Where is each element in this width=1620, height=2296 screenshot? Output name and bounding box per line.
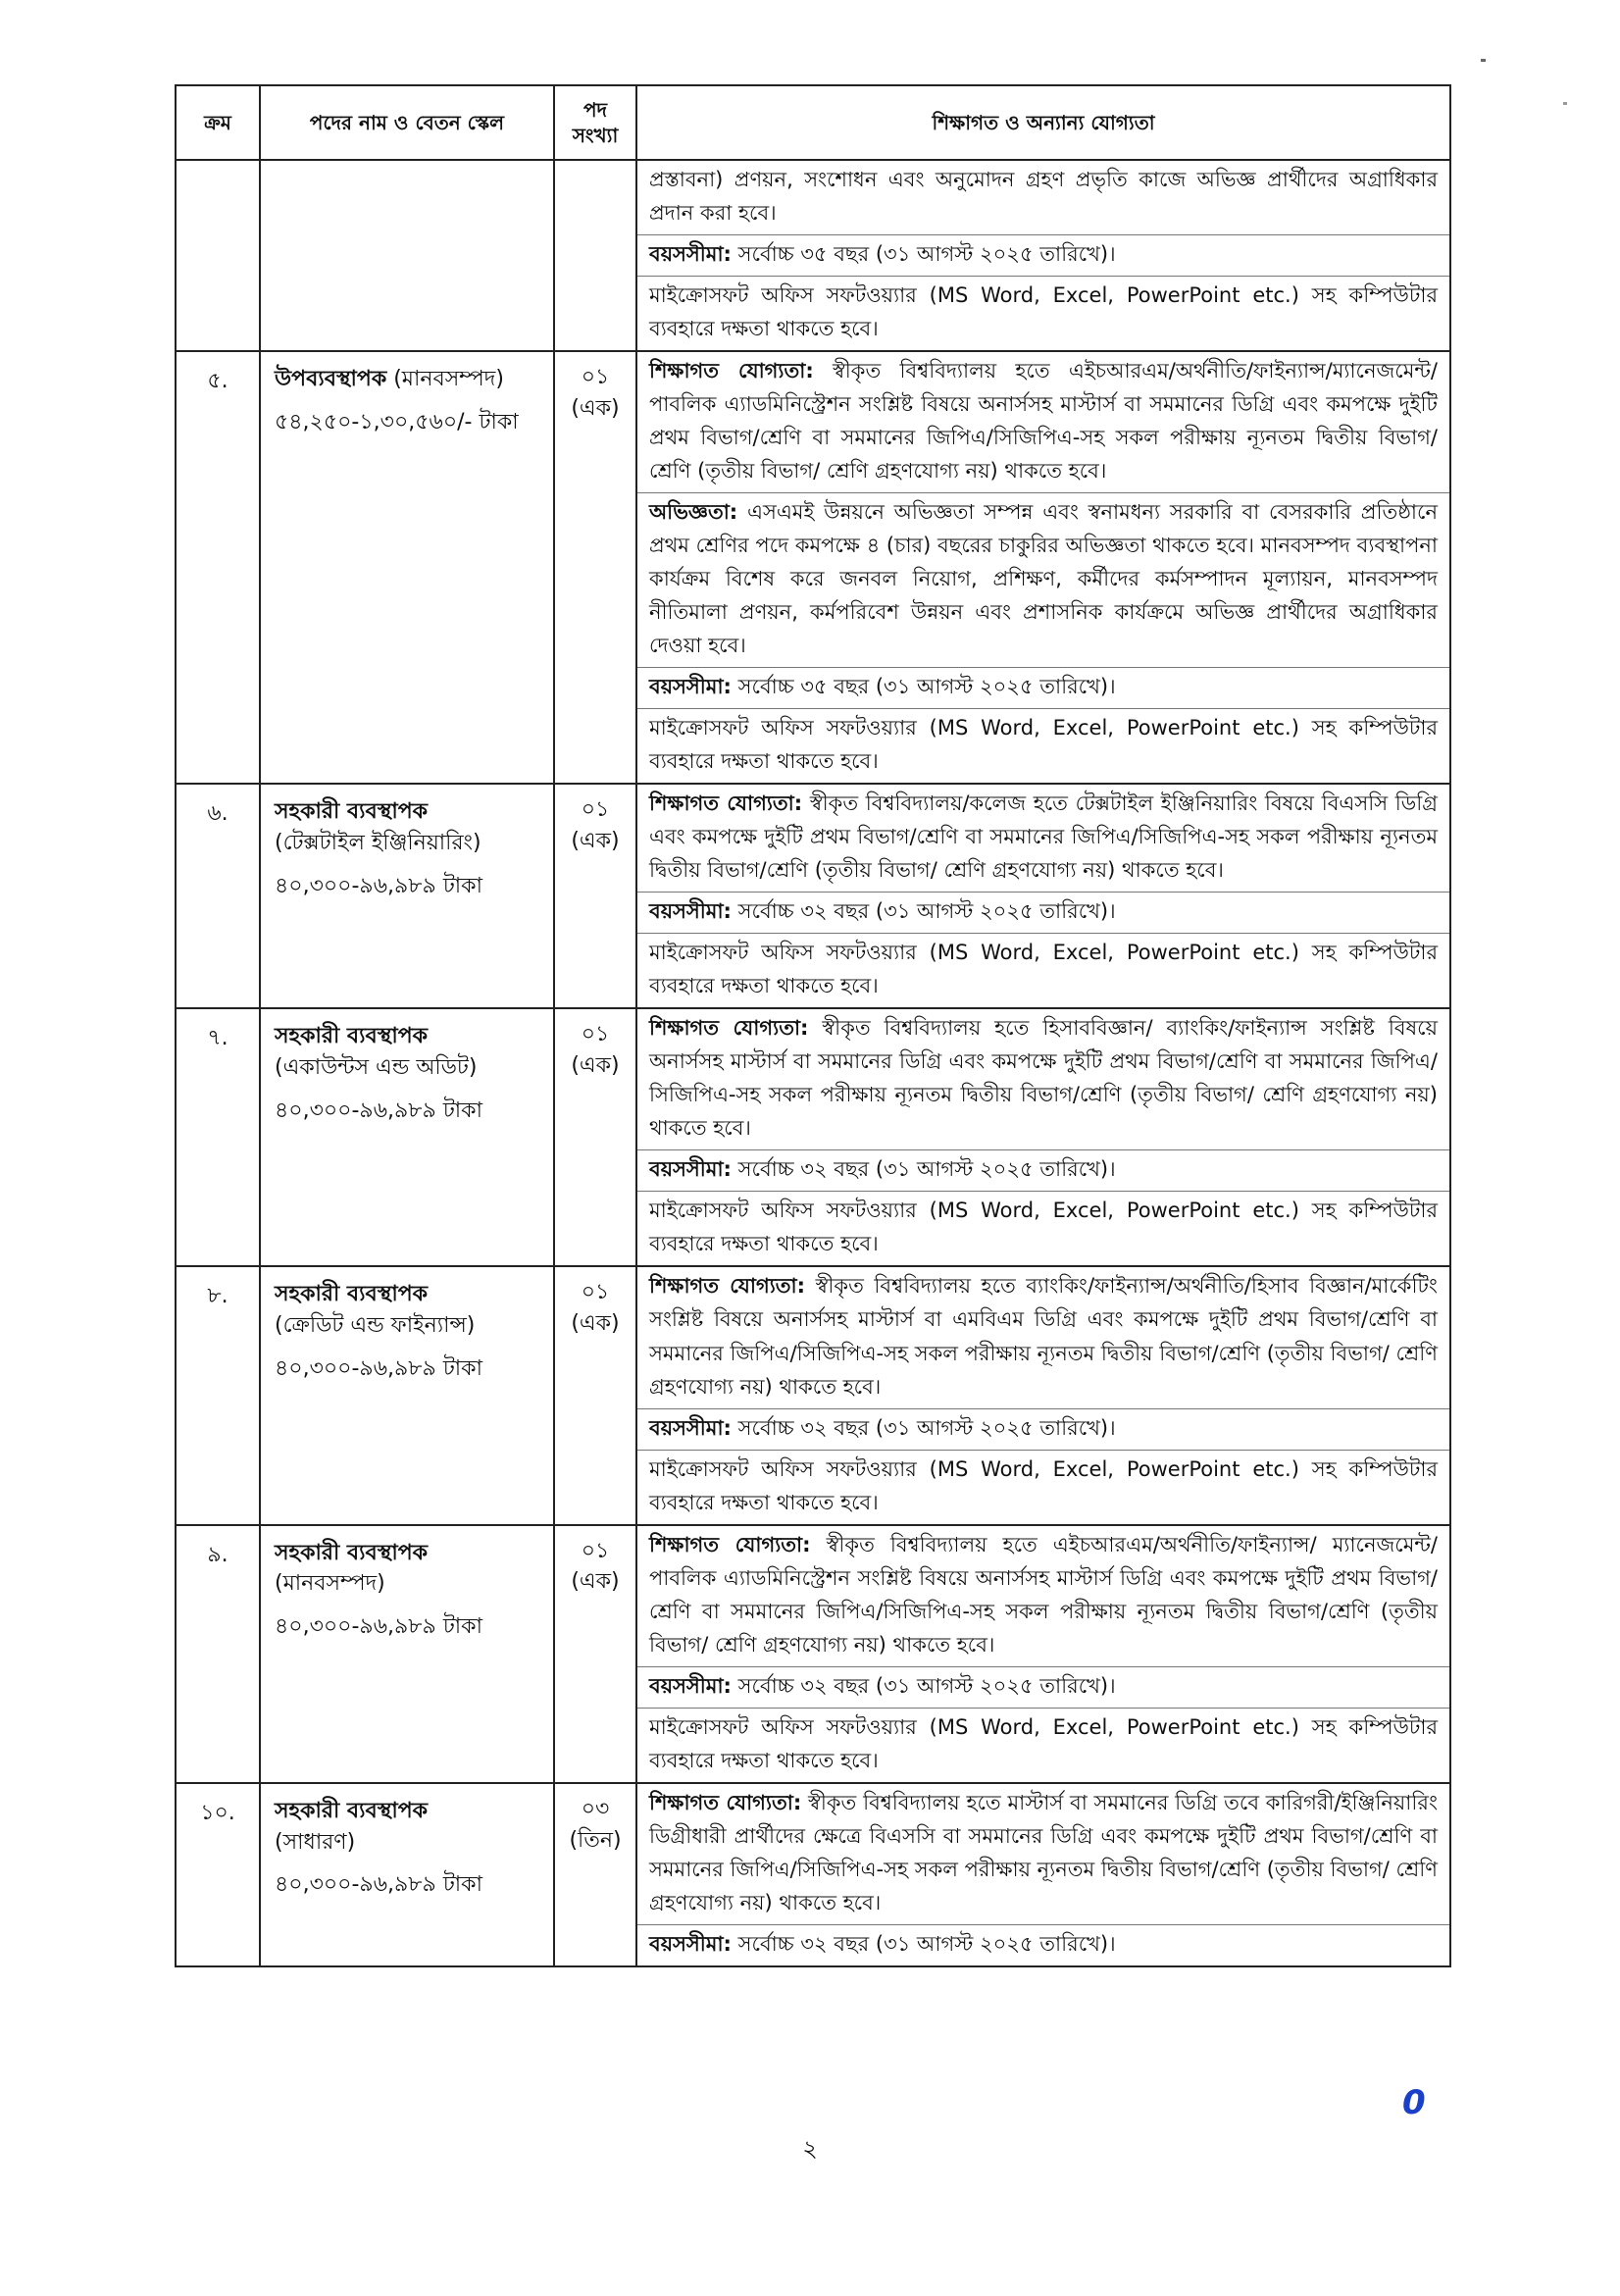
post-name: উপব্যবস্থাপক [275, 367, 387, 392]
requirement-label: অভিজ্ঞতা: [649, 500, 738, 525]
post-subtitle: (মানবসম্পদ) [275, 1571, 385, 1597]
count-cell [554, 1783, 636, 1966]
post-cell [260, 1783, 554, 1966]
requirement-text: সর্বোচ্চ ৩৫ বছর (৩১ আগস্ট ২০২৫ তারিখে)। [731, 675, 1116, 699]
table-header-row [176, 85, 1450, 160]
age-text: সর্বোচ্চ ৩৫ বছর (৩১ আগস্ট ২০২৫ তারিখে)। [731, 242, 1116, 267]
requirement-label: বয়সসীমা: [649, 1157, 732, 1182]
post-count-word: (এক) [571, 395, 620, 421]
post-count-word: (তিন) [569, 1827, 622, 1853]
requirement-paragraph [637, 493, 1449, 668]
post-subtitle: (মানবসম্পদ) [393, 367, 504, 392]
requirement-paragraph [637, 1925, 1449, 1965]
pay-scale: ৫৪,২৫০-১,৩০,৫৬০/- টাকা [275, 409, 519, 434]
count-cell [554, 160, 636, 351]
requirement-label: বয়সসীমা: [649, 675, 732, 699]
requirement-paragraph [637, 1267, 1449, 1408]
header-requirements: শিক্ষাগত ও অন্যান্য যোগ্যতা [636, 85, 1450, 160]
requirement-paragraph [637, 235, 1449, 277]
requirement-paragraph [637, 709, 1449, 783]
requirement-paragraph [637, 1192, 1449, 1265]
table-row [176, 351, 1450, 784]
page-number: ২ [802, 2135, 818, 2163]
requirement-paragraph [637, 1150, 1449, 1192]
requirements-cell [636, 1525, 1450, 1783]
post-subtitle: (ক্রেডিট এন্ড ফাইন্যান্স) [275, 1313, 476, 1339]
post-name: সহকারী ব্যবস্থাপক [275, 1024, 429, 1049]
requirement-paragraph [637, 1009, 1449, 1150]
count-cell [554, 1008, 636, 1266]
table-row [176, 1008, 1450, 1266]
continued-row [176, 160, 1450, 351]
age-label: বয়সসীমা: [649, 242, 732, 267]
requirement-paragraph [637, 668, 1449, 709]
requirement-label: শিক্ষাগত যোগ্যতা: [649, 1016, 809, 1041]
scan-speck [1563, 102, 1567, 105]
requirement-text: স্বীকৃত বিশ্ববিদ্যালয় হতে মাস্টার্স বা সমমানের ডিগ্রি তবে কারিগরী/ইঞ্জিনিয়ারিং ডিগ্রীধারী প্রার্থীদের ক্ষেত্রে বিএসসি বা সমমানের ডিগ্রি এবং কমপক্ষে দুইটি প্রথম বিভাগ/শ্রেণি বা সমমানের জিপিএ/সিজিপিএ-সহ সকল পরীক্ষায় ন্যূনতম দ্বিতীয় বিভাগ/শ্রেণি (তৃতীয় বিভাগ/ শ্রেণি গ্রহণযোগ্য নয়) থাকতে হবে। [649, 1790, 1438, 1914]
post-name: সহকারী ব্যবস্থাপক [275, 1798, 429, 1823]
requirements-cell [636, 351, 1450, 784]
requirement-text: সর্বোচ্চ ৩২ বছর (৩১ আগস্ট ২০২৫ তারিখে)। [731, 899, 1116, 924]
requirement-paragraph [637, 934, 1449, 1007]
requirement-paragraph [637, 1409, 1449, 1451]
pay-scale: ৪০,৩০০-৯৬,৯৮৯ টাকা [275, 874, 482, 899]
header-serial: ক্রম [176, 85, 260, 160]
requirement-paragraph [637, 352, 1449, 493]
post-cell [260, 784, 554, 1008]
count-cell [554, 1266, 636, 1524]
requirement-text: এসএমই উন্নয়নে অভিজ্ঞতা সম্পন্ন এবং স্বনামধন্য সরকারি বা বেসরকারি প্রতিষ্ঠানে প্রথম শ্রেণির পদে কমপক্ষে ৪ (চার) বছরের চাকুরির অভিজ্ঞতা থাকতে হবে। মানবসম্পদ ব্যবস্থাপনা কার্যক্রম বিশেষ করে জনবল নিয়োগ, প্রশিক্ষণ, কর্মীদের কর্মসম্পাদন মূল্যায়ন, মানবসম্পদ নীতিমালা প্রণয়ন, কর্মপরিবেশ উন্নয়ন এবং প্রশাসনিক কার্যক্রমে অভিজ্ঞ প্রার্থীদের অগ্রাধিকার দেওয়া হবে। [649, 500, 1438, 658]
serial-cell: ৮. [176, 1266, 260, 1524]
requirement-text: স্বীকৃত বিশ্ববিদ্যালয় হতে এইচআরএম/অর্থনীতি/ফাইন্যান্স/ম্যানেজমেন্ট/পাবলিক এ্যাডমিনিস্ট্রেশন সংশ্লিষ্ট বিষয়ে অনার্সসহ মাস্টার্স বা সমমানের ডিগ্রি এবং কমপক্ষে দুইটি প্রথম বিভাগ/শ্রেণি বা সমমানের জিপিএ/সিজিপিএ-সহ সকল পরীক্ষায় ন্যূনতম দ্বিতীয় বিভাগ/শ্রেণি (তৃতীয় বিভাগ/ শ্রেণি গ্রহণযোগ্য নয়) থাকতে হবে। [649, 359, 1438, 484]
header-post: পদের নাম ও বেতন স্কেল [260, 85, 554, 160]
requirement-text: স্বীকৃত বিশ্ববিদ্যালয় হতে হিসাববিজ্ঞান/ ব্যাংকিং/ফাইন্যান্স সংশ্লিষ্ট বিষয়ে অনার্সসহ মাস্টার্স বা সমমানের ডিগ্রি এবং কমপক্ষে দুইটি প্রথম বিভাগ/শ্রেণি বা সমমানের জিপিএ/সিজিপিএ-সহ সকল পরীক্ষায় ন্যূনতম দ্বিতীয় বিভাগ/শ্রেণি (তৃতীয় বিভাগ/ শ্রেণি গ্রহণযোগ্য নয়) থাকতে হবে। [649, 1016, 1438, 1141]
requirement-text: মাইক্রোসফট অফিস সফটওয়্যার (MS Word, Excel, PowerPoint etc.) সহ কম্পিউটার ব্যবহারে দক্ষতা থাকতে হবে। [649, 1199, 1438, 1256]
job-requirements-table [175, 84, 1451, 1967]
requirement-text: মাইক্রোসফট অফিস সফটওয়্যার (MS Word, Excel, PowerPoint etc.) সহ কম্পিউটার ব্যবহারে দক্ষতা থাকতে হবে। [649, 716, 1438, 774]
post-count: ০৩ [581, 1796, 610, 1821]
requirement-text: স্বীকৃত বিশ্ববিদ্যালয় হতে এইচআরএম/অর্থনীতি/ফাইন্যান্স/ ম্যানেজমেন্ট/পাবলিক এ্যাডমিনিস্ট্রেশন সংশ্লিষ্ট বিষয়ে অনার্সসহ মাস্টার্স ডিগ্রি এবং কমপক্ষে দুইটি প্রথম বিভাগ/শ্রেণি বা সমমানের জিপিএ/সিজিপিএ-সহ সকল পরীক্ষায় ন্যূনতম দ্বিতীয় বিভাগ/শ্রেণি (তৃতীয় বিভাগ/ শ্রেণি গ্রহণযোগ্য নয়) থাকতে হবে। [649, 1532, 1438, 1657]
post-count: ০১ [581, 1538, 610, 1563]
requirement-label: বয়সসীমা: [649, 899, 732, 924]
post-name: সহকারী ব্যবস্থাপক [275, 799, 429, 825]
requirement-label: শিক্ষাগত যোগ্যতা: [649, 359, 814, 383]
requirements-cell [636, 784, 1450, 1008]
post-name: সহকারী ব্যবস্থাপক [275, 1282, 429, 1307]
post-subtitle: (একাউন্টস এন্ড অডিট) [275, 1055, 478, 1081]
table-row [176, 1783, 1450, 1966]
table-row [176, 784, 1450, 1008]
requirement-paragraph: মাইক্রোসফট অফিস সফটওয়্যার (MS Word, Excel, PowerPoint etc.) সহ কম্পিউটার ব্যবহারে দক্ষতা থাকতে হবে। [649, 283, 1438, 341]
requirement-text: মাইক্রোসফট অফিস সফটওয়্যার (MS Word, Excel, PowerPoint etc.) সহ কম্পিউটার ব্যবহারে দক্ষতা থাকতে হবে। [649, 1714, 1438, 1772]
requirement-paragraph [637, 893, 1449, 934]
requirements-cell [636, 1008, 1450, 1266]
requirements-cell [636, 1783, 1450, 1966]
requirements-cell [636, 1266, 1450, 1524]
count-cell [554, 784, 636, 1008]
requirements-cell [636, 160, 1450, 351]
requirement-paragraph [637, 1526, 1449, 1667]
requirement-text: সর্বোচ্চ ৩২ বছর (৩১ আগস্ট ২০২৫ তারিখে)। [731, 1673, 1116, 1698]
requirement-paragraph [637, 1709, 1449, 1782]
pay-scale: ৪০,৩০০-৯৬,৯৮৯ টাকা [275, 1614, 482, 1640]
requirement-label: বয়সসীমা: [649, 1415, 732, 1440]
post-cell [260, 1008, 554, 1266]
serial-cell: ৭. [176, 1008, 260, 1266]
requirement-label: শিক্ষাগত যোগ্যতা: [649, 1274, 806, 1299]
post-cell [260, 1525, 554, 1783]
post-count-word: (এক) [571, 1053, 620, 1079]
serial-cell: ১০. [176, 1783, 260, 1966]
requirement-paragraph [637, 1784, 1449, 1925]
pay-scale: ৪০,৩০০-৯৬,৯৮৯ টাকা [275, 1356, 482, 1382]
count-cell [554, 1525, 636, 1783]
requirement-paragraph [637, 1667, 1449, 1709]
requirement-paragraph [637, 785, 1449, 893]
pay-scale: ৪০,৩০০-৯৬,৯৮৯ টাকা [275, 1098, 482, 1124]
header-count: পদ সংখ্যা [554, 85, 636, 160]
requirement-paragraph: প্রস্তাবনা) প্রণয়ন, সংশোধন এবং অনুমোদন গ্রহণ প্রভৃতি কাজে অভিজ্ঞ প্রার্থীদের অগ্রাধিকার প্রদান করা হবে। [637, 161, 1449, 235]
requirement-text: সর্বোচ্চ ৩২ বছর (৩১ আগস্ট ২০২৫ তারিখে)। [731, 1415, 1116, 1440]
serial-cell: ৫. [176, 351, 260, 784]
post-count: ০১ [581, 797, 610, 823]
post-count: ০১ [581, 365, 610, 390]
serial-cell [176, 160, 260, 351]
requirement-label: বয়সসীমা: [649, 1673, 732, 1698]
post-count-word: (এক) [571, 829, 620, 854]
requirement-text: সর্বোচ্চ ৩২ বছর (৩১ আগস্ট ২০২৫ তারিখে)। [731, 1157, 1116, 1182]
post-count: ০১ [581, 1280, 610, 1305]
requirement-paragraph [637, 1451, 1449, 1524]
post-subtitle: (সাধারণ) [275, 1829, 356, 1855]
count-cell [554, 351, 636, 784]
requirement-text: সর্বোচ্চ ৩২ বছর (৩১ আগস্ট ২০২৫ তারিখে)। [731, 1931, 1116, 1956]
job-rows [176, 351, 1450, 1966]
requirement-label: শিক্ষাগত যোগ্যতা: [649, 791, 803, 816]
post-cell [260, 1266, 554, 1524]
post-count: ০১ [581, 1022, 610, 1047]
post-count-word: (এক) [571, 1311, 620, 1337]
post-subtitle: (টেক্সটাইল ইঞ্জিনিয়ারিং) [275, 831, 481, 856]
table-row [176, 1266, 1450, 1524]
requirement-text: মাইক্রোসফট অফিস সফটওয়্যার (MS Word, Excel, PowerPoint etc.) সহ কম্পিউটার ব্যবহারে দক্ষতা থাকতে হবে। [649, 941, 1438, 998]
handwritten-mark: 0 [1402, 2083, 1426, 2122]
requirement-text: স্বীকৃত বিশ্ববিদ্যালয়/কলেজ হতে টেক্সটাইল ইঞ্জিনিয়ারিং বিষয়ে বিএসসি ডিগ্রি এবং কমপক্ষে দুইটি প্রথম বিভাগ/শ্রেণি বা সমমানের জিপিএ/সিজিপিএ-সহ সকল পরীক্ষায় ন্যূনতম দ্বিতীয় বিভাগ/শ্রেণি (তৃতীয় বিভাগ/ শ্রেণি গ্রহণযোগ্য নয়) থাকতে হবে। [649, 791, 1438, 883]
post-name: সহকারী ব্যবস্থাপক [275, 1540, 429, 1565]
requirement-label: বয়সসীমা: [649, 1931, 732, 1956]
post-cell [260, 160, 554, 351]
requirement-text: মাইক্রোসফট অফিস সফটওয়্যার (MS Word, Excel, PowerPoint etc.) সহ কম্পিউটার ব্যবহারে দক্ষতা থাকতে হবে। [649, 1456, 1438, 1514]
requirement-label: শিক্ষাগত যোগ্যতা: [649, 1532, 811, 1556]
post-cell [260, 351, 554, 784]
post-count-word: (এক) [571, 1569, 620, 1595]
requirement-label: শিক্ষাগত যোগ্যতা: [649, 1790, 802, 1814]
requirement-text: স্বীকৃত বিশ্ববিদ্যালয় হতে ব্যাংকিং/ফাইন্যান্স/অর্থনীতি/হিসাব বিজ্ঞান/মার্কেটিং সংশ্লিষ্ট বিষয়ে অনার্সসহ মাস্টার্স বা এমবিএম ডিগ্রি এবং কমপক্ষে দুইটি প্রথম বিভাগ/শ্রেণি বা সমমানের জিপিএ/সিজিপিএ-সহ সকল পরীক্ষায় ন্যূনতম দ্বিতীয় বিভাগ/শ্রেণি (তৃতীয় বিভাগ/ শ্রেণি গ্রহণযোগ্য নয়) থাকতে হবে। [649, 1274, 1438, 1399]
serial-cell: ৯. [176, 1525, 260, 1783]
scan-speck [1481, 59, 1486, 62]
pay-scale: ৪০,৩০০-৯৬,৯৮৯ টাকা [275, 1872, 482, 1898]
table-row [176, 1525, 1450, 1783]
serial-cell: ৬. [176, 784, 260, 1008]
